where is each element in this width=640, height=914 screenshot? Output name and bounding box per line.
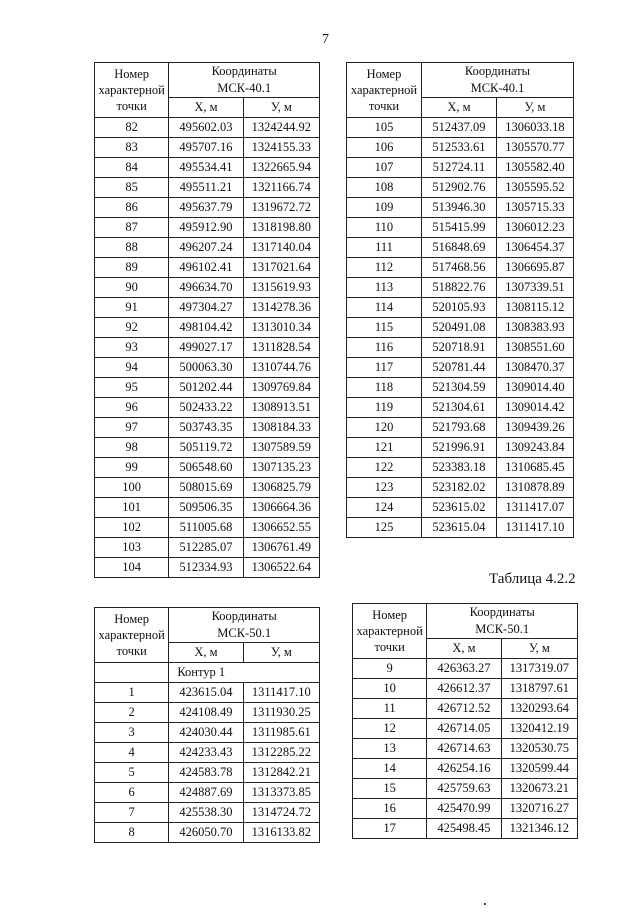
x-coordinate-cell: 423615.04 xyxy=(169,683,243,703)
table-row xyxy=(95,378,320,398)
coordinates-header xyxy=(427,604,578,639)
coordinates-table-msk50-right xyxy=(352,603,578,839)
x-coordinate-cell: 511005.68 xyxy=(169,518,243,538)
y-coordinate-cell: 1312285.22 xyxy=(243,743,319,763)
table-row xyxy=(347,258,574,278)
table-row xyxy=(347,378,574,398)
table-row xyxy=(353,659,578,679)
point-number-header-line: точки xyxy=(374,640,405,654)
x-coordinate-cell: 509506.35 xyxy=(169,498,243,518)
point-number-cell: 90 xyxy=(95,278,169,298)
point-number-cell: 110 xyxy=(347,218,422,238)
y-coordinate-cell: 1308383.93 xyxy=(496,318,573,338)
x-coordinate-cell: 523182.02 xyxy=(421,478,496,498)
point-number-cell: 13 xyxy=(353,739,427,759)
y-coordinate-cell: 1311417.07 xyxy=(496,498,573,518)
y-coordinate-cell: 1306454.37 xyxy=(496,238,573,258)
point-number-header xyxy=(95,63,169,118)
x-coordinate-cell: 496102.41 xyxy=(169,258,243,278)
y-header: У, м xyxy=(501,639,577,659)
table-row xyxy=(95,398,320,418)
table-row xyxy=(347,138,574,158)
y-coordinate-cell: 1315619.93 xyxy=(243,278,319,298)
y-coordinate-cell: 1322665.94 xyxy=(243,158,319,178)
table-row xyxy=(95,803,320,823)
point-number-header-line: характерной xyxy=(98,628,165,642)
y-coordinate-cell: 1314278.36 xyxy=(243,298,319,318)
x-coordinate-cell: 426254.16 xyxy=(427,759,501,779)
x-coordinate-cell: 521304.59 xyxy=(421,378,496,398)
y-coordinate-cell: 1320673.21 xyxy=(501,779,577,799)
x-coordinate-cell: 425470.99 xyxy=(427,799,501,819)
point-number-cell: 113 xyxy=(347,278,422,298)
point-number-cell: 89 xyxy=(95,258,169,278)
coordinates-table-msk40-right xyxy=(346,62,574,538)
point-number-cell: 118 xyxy=(347,378,422,398)
point-number-cell: 12 xyxy=(353,719,427,739)
y-coordinate-cell: 1306695.87 xyxy=(496,258,573,278)
table-row xyxy=(353,819,578,839)
y-coordinate-cell: 1307135.23 xyxy=(243,458,319,478)
point-number-cell: 99 xyxy=(95,458,169,478)
point-number-cell: 1 xyxy=(95,683,169,703)
table-row xyxy=(347,238,574,258)
y-coordinate-cell: 1311828.54 xyxy=(243,338,319,358)
table-row xyxy=(95,218,320,238)
x-coordinate-cell: 495637.79 xyxy=(169,198,243,218)
y-coordinate-cell: 1306652.55 xyxy=(243,518,319,538)
point-number-header xyxy=(353,604,427,659)
coordinate-system-label: МСК-50.1 xyxy=(217,626,272,640)
x-header: X, м xyxy=(169,98,243,118)
y-coordinate-cell: 1313373.85 xyxy=(243,783,319,803)
point-number-header-line: характерной xyxy=(98,83,165,97)
table-row xyxy=(95,478,320,498)
point-number-cell: 5 xyxy=(95,763,169,783)
point-number-cell: 106 xyxy=(347,138,422,158)
x-coordinate-cell: 497304.27 xyxy=(169,298,243,318)
point-number-cell: 14 xyxy=(353,759,427,779)
x-coordinate-cell: 505119.72 xyxy=(169,438,243,458)
table-row xyxy=(95,763,320,783)
table-row xyxy=(347,298,574,318)
y-coordinate-cell: 1321166.74 xyxy=(243,178,319,198)
point-number-header-line: Номер xyxy=(372,608,408,622)
x-header: X, м xyxy=(427,639,501,659)
point-number-cell: 102 xyxy=(95,518,169,538)
y-coordinate-cell: 1311930.25 xyxy=(243,703,319,723)
y-coordinate-cell: 1312842.21 xyxy=(243,763,319,783)
x-coordinate-cell: 498104.42 xyxy=(169,318,243,338)
x-coordinate-cell: 426612.37 xyxy=(427,679,501,699)
table-row xyxy=(353,759,578,779)
table-row xyxy=(353,699,578,719)
y-coordinate-cell: 1308470.37 xyxy=(496,358,573,378)
y-coordinate-cell: 1319672.72 xyxy=(243,198,319,218)
point-number-cell: 94 xyxy=(95,358,169,378)
y-coordinate-cell: 1306761.49 xyxy=(243,538,319,558)
x-coordinate-cell: 502433.22 xyxy=(169,398,243,418)
point-number-cell: 108 xyxy=(347,178,422,198)
table-row xyxy=(95,258,320,278)
point-number-cell: 9 xyxy=(353,659,427,679)
point-number-cell: 10 xyxy=(353,679,427,699)
point-number-cell: 105 xyxy=(347,118,422,138)
point-number-cell: 82 xyxy=(95,118,169,138)
table-row xyxy=(347,178,574,198)
point-number-cell: 107 xyxy=(347,158,422,178)
point-number-cell: 3 xyxy=(95,723,169,743)
y-coordinate-cell: 1309243.84 xyxy=(496,438,573,458)
contour-row xyxy=(95,663,320,683)
page-number: 7 xyxy=(322,32,329,47)
x-coordinate-cell: 424108.49 xyxy=(169,703,243,723)
point-number-cell: 112 xyxy=(347,258,422,278)
point-number-header-line: Номер xyxy=(114,67,150,81)
x-coordinate-cell: 495912.90 xyxy=(169,218,243,238)
table-row xyxy=(95,823,320,843)
table-row xyxy=(347,358,574,378)
point-number-cell: 119 xyxy=(347,398,422,418)
y-coordinate-cell: 1311417.10 xyxy=(496,518,573,538)
y-coordinate-cell: 1309439.26 xyxy=(496,418,573,438)
y-coordinate-cell: 1305715.33 xyxy=(496,198,573,218)
table-row xyxy=(347,118,574,138)
point-number-cell: 109 xyxy=(347,198,422,218)
table-caption: Таблица 4.2.2 xyxy=(489,571,576,587)
table-row xyxy=(347,498,574,518)
y-coordinate-cell: 1317319.07 xyxy=(501,659,577,679)
y-coordinate-cell: 1306033.18 xyxy=(496,118,573,138)
table-row xyxy=(347,458,574,478)
x-coordinate-cell: 424233.43 xyxy=(169,743,243,763)
x-coordinate-cell: 425538.30 xyxy=(169,803,243,823)
table-row xyxy=(95,538,320,558)
table-row xyxy=(353,679,578,699)
x-coordinate-cell: 506548.60 xyxy=(169,458,243,478)
x-coordinate-cell: 496207.24 xyxy=(169,238,243,258)
point-number-cell: 123 xyxy=(347,478,422,498)
y-coordinate-cell: 1318797.61 xyxy=(501,679,577,699)
table-row xyxy=(347,398,574,418)
table-row xyxy=(353,799,578,819)
table-row xyxy=(95,158,320,178)
y-coordinate-cell: 1310685.45 xyxy=(496,458,573,478)
y-coordinate-cell: 1324155.33 xyxy=(243,138,319,158)
point-number-cell: 85 xyxy=(95,178,169,198)
table-row xyxy=(347,318,574,338)
point-number-cell: 95 xyxy=(95,378,169,398)
y-coordinate-cell: 1305570.77 xyxy=(496,138,573,158)
point-number-cell: 124 xyxy=(347,498,422,518)
table-row xyxy=(353,779,578,799)
point-number-cell: 15 xyxy=(353,779,427,799)
table-row xyxy=(95,438,320,458)
point-number-cell: 17 xyxy=(353,819,427,839)
x-header: X, м xyxy=(421,98,496,118)
point-number-cell: 100 xyxy=(95,478,169,498)
x-coordinate-cell: 425498.45 xyxy=(427,819,501,839)
table-row xyxy=(95,298,320,318)
table-row xyxy=(95,743,320,763)
y-coordinate-cell: 1306012.23 xyxy=(496,218,573,238)
y-coordinate-cell: 1320716.27 xyxy=(501,799,577,819)
x-coordinate-cell: 516848.69 xyxy=(421,238,496,258)
coordinates-header xyxy=(421,63,573,98)
y-coordinate-cell: 1308551.60 xyxy=(496,338,573,358)
table-row xyxy=(353,719,578,739)
table-row xyxy=(347,418,574,438)
y-coordinate-cell: 1314724.72 xyxy=(243,803,319,823)
table-row xyxy=(95,178,320,198)
y-coordinate-cell: 1313010.34 xyxy=(243,318,319,338)
table-row xyxy=(95,278,320,298)
y-coordinate-cell: 1310878.89 xyxy=(496,478,573,498)
x-coordinate-cell: 512533.61 xyxy=(421,138,496,158)
table-row xyxy=(347,518,574,538)
y-coordinate-cell: 1310744.76 xyxy=(243,358,319,378)
coordinates-label: Координаты xyxy=(464,64,531,78)
point-number-cell: 83 xyxy=(95,138,169,158)
coordinates-table-msk50-left xyxy=(94,607,320,843)
x-coordinate-cell: 425759.63 xyxy=(427,779,501,799)
table-row xyxy=(347,478,574,498)
x-coordinate-cell: 426714.05 xyxy=(427,719,501,739)
point-number-cell: 121 xyxy=(347,438,422,458)
table-row xyxy=(95,683,320,703)
x-coordinate-cell: 513946.30 xyxy=(421,198,496,218)
point-number-header xyxy=(347,63,422,118)
x-coordinate-cell: 521304.61 xyxy=(421,398,496,418)
point-number-cell: 98 xyxy=(95,438,169,458)
y-coordinate-cell: 1309769.84 xyxy=(243,378,319,398)
x-coordinate-cell: 495602.03 xyxy=(169,118,243,138)
x-coordinate-cell: 520491.08 xyxy=(421,318,496,338)
point-number-header-line: характерной xyxy=(356,624,423,638)
x-coordinate-cell: 521996.91 xyxy=(421,438,496,458)
contour-spacer-cell xyxy=(95,663,169,683)
x-coordinate-cell: 512724.11 xyxy=(421,158,496,178)
table-row xyxy=(95,458,320,478)
coordinates-label: Координаты xyxy=(211,609,277,623)
y-coordinate-cell: 1311985.61 xyxy=(243,723,319,743)
table-row xyxy=(347,198,574,218)
point-number-cell: 104 xyxy=(95,558,169,578)
point-number-cell: 86 xyxy=(95,198,169,218)
y-coordinate-cell: 1317021.64 xyxy=(243,258,319,278)
table-row xyxy=(347,158,574,178)
x-coordinate-cell: 503743.35 xyxy=(169,418,243,438)
y-header: У, м xyxy=(243,98,319,118)
x-coordinate-cell: 495511.21 xyxy=(169,178,243,198)
y-coordinate-cell: 1318198.80 xyxy=(243,218,319,238)
x-coordinate-cell: 521793.68 xyxy=(421,418,496,438)
y-coordinate-cell: 1320530.75 xyxy=(501,739,577,759)
x-coordinate-cell: 496634.70 xyxy=(169,278,243,298)
point-number-header-line: характерной xyxy=(350,83,418,97)
point-number-cell: 92 xyxy=(95,318,169,338)
x-coordinate-cell: 424887.69 xyxy=(169,783,243,803)
coordinate-system-label: МСК-50.1 xyxy=(475,622,530,636)
x-coordinate-cell: 426714.63 xyxy=(427,739,501,759)
point-number-cell: 84 xyxy=(95,158,169,178)
point-number-cell: 88 xyxy=(95,238,169,258)
y-coordinate-cell: 1311417.10 xyxy=(243,683,319,703)
point-number-cell: 117 xyxy=(347,358,422,378)
coordinates-header xyxy=(169,608,320,643)
y-coordinate-cell: 1324244.92 xyxy=(243,118,319,138)
table-row xyxy=(353,739,578,759)
x-coordinate-cell: 499027.17 xyxy=(169,338,243,358)
coordinate-system-label: МСК-40.1 xyxy=(470,81,525,95)
point-number-cell: 7 xyxy=(95,803,169,823)
y-coordinate-cell: 1309014.40 xyxy=(496,378,573,398)
table-row xyxy=(95,138,320,158)
table-row xyxy=(95,238,320,258)
point-number-header-line: точки xyxy=(368,99,400,113)
y-coordinate-cell: 1306522.64 xyxy=(243,558,319,578)
point-number-cell: 4 xyxy=(95,743,169,763)
x-coordinate-cell: 426363.27 xyxy=(427,659,501,679)
x-coordinate-cell: 512334.93 xyxy=(169,558,243,578)
point-number-cell: 103 xyxy=(95,538,169,558)
x-coordinate-cell: 426712.52 xyxy=(427,699,501,719)
y-header: У, м xyxy=(243,643,319,663)
point-number-cell: 96 xyxy=(95,398,169,418)
table-row xyxy=(95,198,320,218)
coordinates-label: Координаты xyxy=(469,605,535,619)
y-coordinate-cell: 1306825.79 xyxy=(243,478,319,498)
y-coordinate-cell: 1307589.59 xyxy=(243,438,319,458)
y-coordinate-cell: 1316133.82 xyxy=(243,823,319,843)
x-coordinate-cell: 517468.56 xyxy=(421,258,496,278)
point-number-cell: 11 xyxy=(353,699,427,719)
point-number-cell: 87 xyxy=(95,218,169,238)
x-coordinate-cell: 495534.41 xyxy=(169,158,243,178)
coordinates-header xyxy=(169,63,320,98)
x-coordinate-cell: 512285.07 xyxy=(169,538,243,558)
coordinates-label: Координаты xyxy=(211,64,277,78)
y-coordinate-cell: 1317140.04 xyxy=(243,238,319,258)
point-number-cell: 116 xyxy=(347,338,422,358)
table-row xyxy=(347,338,574,358)
x-coordinate-cell: 512437.09 xyxy=(421,118,496,138)
y-coordinate-cell: 1308913.51 xyxy=(243,398,319,418)
y-coordinate-cell: 1321346.12 xyxy=(501,819,577,839)
table-row xyxy=(95,338,320,358)
x-coordinate-cell: 500063.30 xyxy=(169,358,243,378)
x-coordinate-cell: 515415.99 xyxy=(421,218,496,238)
x-coordinate-cell: 520781.44 xyxy=(421,358,496,378)
table-row xyxy=(95,418,320,438)
x-header: X, м xyxy=(169,643,243,663)
point-number-cell: 16 xyxy=(353,799,427,819)
point-number-cell: 2 xyxy=(95,703,169,723)
table-row xyxy=(95,558,320,578)
point-number-header-line: точки xyxy=(116,99,147,113)
point-number-cell: 114 xyxy=(347,298,422,318)
coordinates-table-msk40-left xyxy=(94,62,320,578)
point-number-cell: 8 xyxy=(95,823,169,843)
x-coordinate-cell: 501202.44 xyxy=(169,378,243,398)
x-coordinate-cell: 518822.76 xyxy=(421,278,496,298)
x-coordinate-cell: 424583.78 xyxy=(169,763,243,783)
x-coordinate-cell: 424030.44 xyxy=(169,723,243,743)
scan-speck xyxy=(484,903,486,905)
x-coordinate-cell: 508015.69 xyxy=(169,478,243,498)
y-coordinate-cell: 1320293.64 xyxy=(501,699,577,719)
contour-label: Контур 1 xyxy=(169,663,320,683)
table-row xyxy=(347,218,574,238)
point-number-cell: 101 xyxy=(95,498,169,518)
table-row xyxy=(95,118,320,138)
x-coordinate-cell: 520718.91 xyxy=(421,338,496,358)
point-number-cell: 91 xyxy=(95,298,169,318)
point-number-header-line: Номер xyxy=(114,612,150,626)
x-coordinate-cell: 426050.70 xyxy=(169,823,243,843)
y-coordinate-cell: 1320599.44 xyxy=(501,759,577,779)
table-row xyxy=(95,358,320,378)
table-row xyxy=(347,438,574,458)
x-coordinate-cell: 495707.16 xyxy=(169,138,243,158)
table-row xyxy=(95,703,320,723)
table-row xyxy=(95,723,320,743)
point-number-cell: 97 xyxy=(95,418,169,438)
y-coordinate-cell: 1308115.12 xyxy=(496,298,573,318)
coordinate-system-label: МСК-40.1 xyxy=(217,81,272,95)
point-number-cell: 125 xyxy=(347,518,422,538)
point-number-header-line: точки xyxy=(116,644,147,658)
point-number-cell: 93 xyxy=(95,338,169,358)
point-number-cell: 120 xyxy=(347,418,422,438)
y-coordinate-cell: 1309014.42 xyxy=(496,398,573,418)
table-row xyxy=(95,318,320,338)
x-coordinate-cell: 520105.93 xyxy=(421,298,496,318)
table-row xyxy=(95,783,320,803)
point-number-header xyxy=(95,608,169,663)
point-number-cell: 6 xyxy=(95,783,169,803)
table-row xyxy=(95,518,320,538)
y-coordinate-cell: 1306664.36 xyxy=(243,498,319,518)
y-coordinate-cell: 1320412.19 xyxy=(501,719,577,739)
table-row xyxy=(347,278,574,298)
y-coordinate-cell: 1305595.52 xyxy=(496,178,573,198)
x-coordinate-cell: 523615.04 xyxy=(421,518,496,538)
x-coordinate-cell: 512902.76 xyxy=(421,178,496,198)
point-number-header-line: Номер xyxy=(366,67,402,81)
x-coordinate-cell: 523383.18 xyxy=(421,458,496,478)
y-header: У, м xyxy=(496,98,573,118)
y-coordinate-cell: 1307339.51 xyxy=(496,278,573,298)
point-number-cell: 111 xyxy=(347,238,422,258)
point-number-cell: 122 xyxy=(347,458,422,478)
table-row xyxy=(95,498,320,518)
y-coordinate-cell: 1305582.40 xyxy=(496,158,573,178)
point-number-cell: 115 xyxy=(347,318,422,338)
x-coordinate-cell: 523615.02 xyxy=(421,498,496,518)
y-coordinate-cell: 1308184.33 xyxy=(243,418,319,438)
